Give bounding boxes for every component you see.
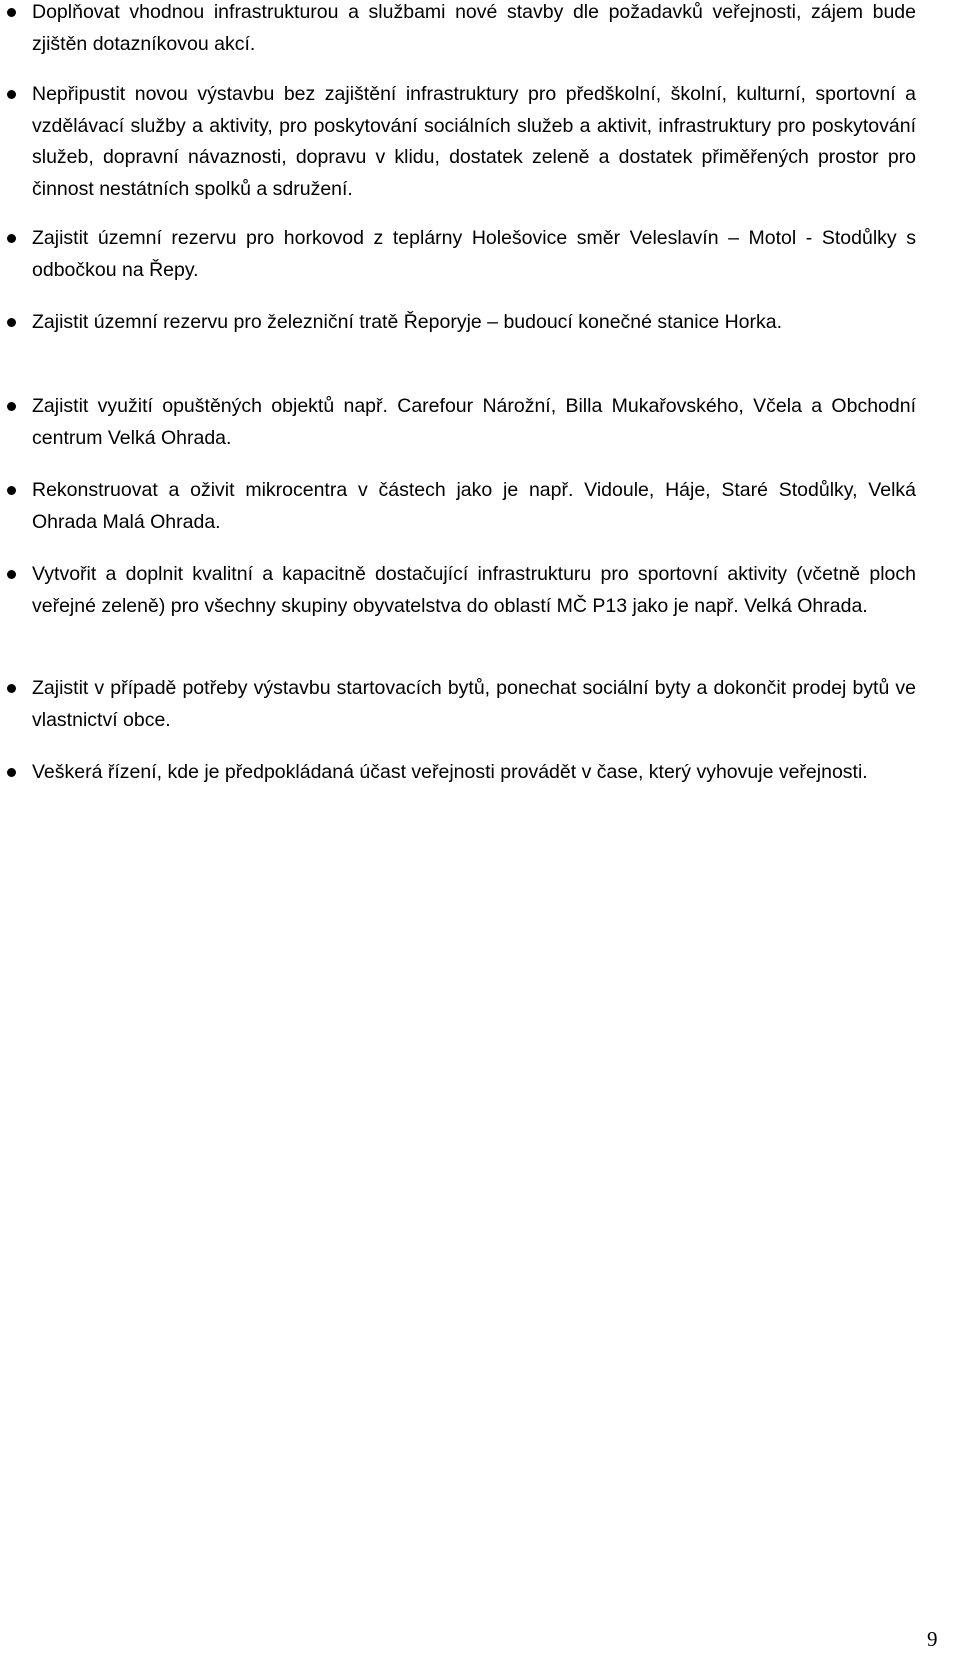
bullet-icon [7,402,16,411]
list-item-text: Zajistit využití opuštěných objektů např. Carefour Nárožní, Billa Mukařovského, Včela a Obchodní centrum Velká Ohrada. [32,395,916,449]
list-item-text: Vytvořit a doplnit kvalitní a kapacitně dostačující infrastrukturu pro sportovní aktivity (včetně ploch veřejné zeleně) pro všechny skupiny obyvatelstva do oblastí MČ P13 jako je např. Velká Ohrada. [32,563,916,617]
bullet-icon [7,486,16,495]
list-item-text: Doplňovat vhodnou infrastrukturou a službami nové stavby dle požadavků veřejnosti, zájem bude zjištěn dotazníkovou akcí. [32,1,916,55]
list-item-text: Zajistit v případě potřeby výstavbu startovacích bytů, ponechat sociální byty a dokončit prodej bytů ve vlastnictví obce. [32,677,916,731]
bullet-icon [7,234,16,243]
list-item-text: Zajistit územní rezervu pro horkovod z teplárny Holešovice směr Veleslavín – Motol - Stodůlky s odbočkou na Řepy. [32,227,916,281]
list-item [32,307,916,339]
bullet-icon [7,90,16,99]
list-item-text: Zajistit územní rezervu pro železniční tratě Řeporyje – budoucí konečné stanice Horka. [32,311,783,333]
bullet-icon [7,684,16,693]
list-item [32,223,916,286]
page-number: 9 [927,1627,938,1651]
list-item [32,757,916,789]
list-item [32,79,916,205]
list-item-text: Nepřipustit novou výstavbu bez zajištění infrastruktury pro předškolní, školní, kulturní, sportovní a vzdělávací služby a aktivity, pro poskytování sociálních služeb a aktivit, infrastruktury pro poskytování služeb, dopravní návaznosti, dopravu v klidu, dostatek zeleně a dostatek přiměřených prostor pro činnost nestátních spolků a sdružení. [32,83,916,200]
list-item [32,475,916,538]
list-item [32,0,916,60]
list-item-text: Veškerá řízení, kde je předpokládaná účast veřejnosti provádět v čase, který vyhovuje veřejnosti. [32,761,868,783]
list-item [32,673,916,736]
bullet-icon [7,570,16,579]
list-item [32,391,916,454]
bullet-icon [7,768,16,777]
list-item-text: Rekonstruovat a oživit mikrocentra v částech jako je např. Vidoule, Háje, Staré Stodůlky, Velká Ohrada Malá Ohrada. [32,479,916,533]
bullet-icon [7,8,16,17]
bullet-icon [7,318,16,327]
list-item [32,559,916,622]
